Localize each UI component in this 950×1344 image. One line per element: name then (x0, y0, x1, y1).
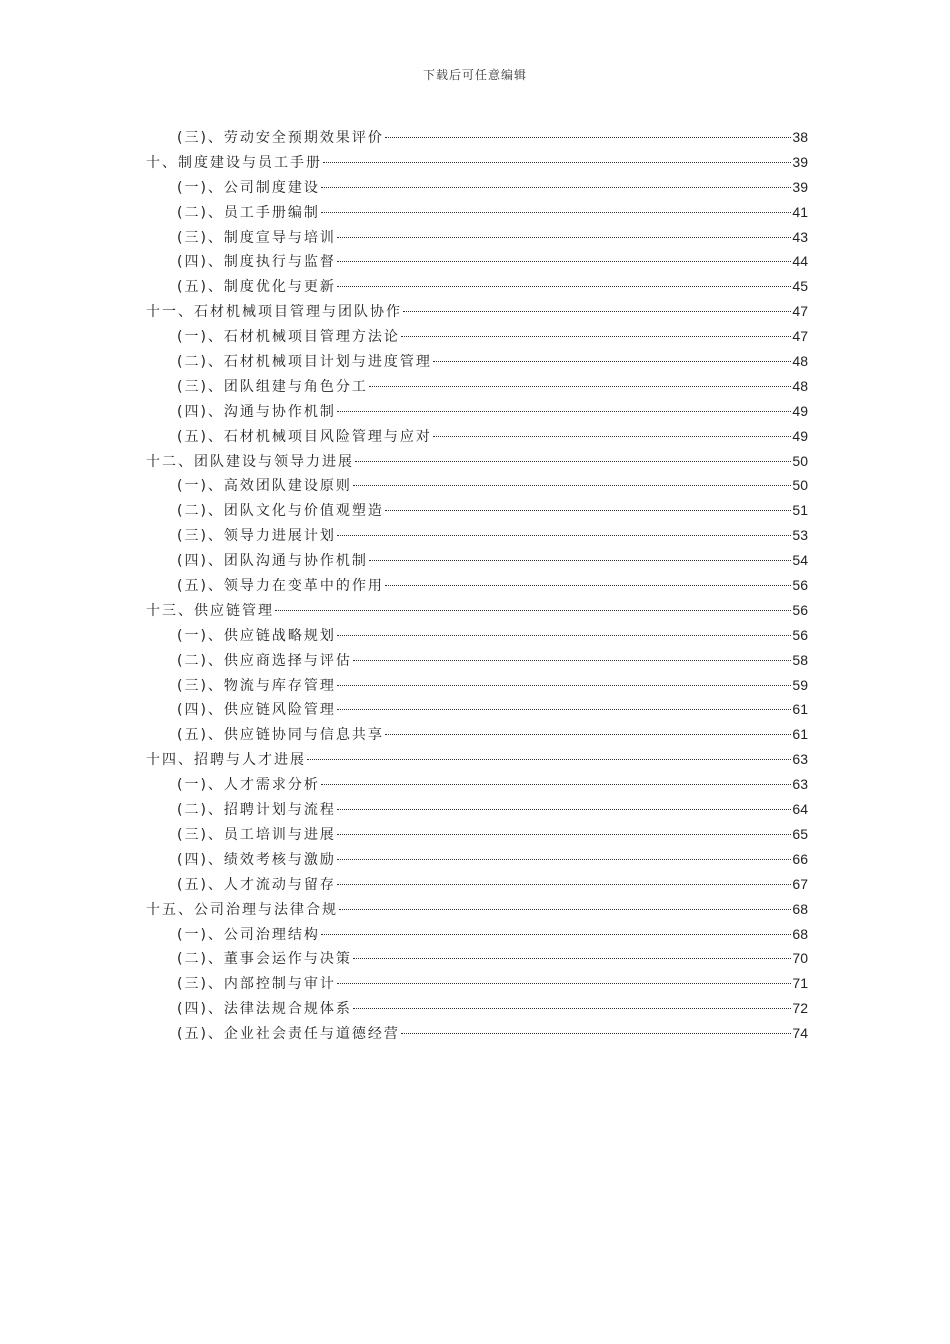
dot-leader (321, 187, 791, 188)
toc-entry-label: (五)、供应链协同与信息共享 (177, 727, 384, 744)
toc-section-entry[interactable] (146, 349, 808, 374)
dot-leader (323, 162, 791, 163)
toc-entry-label: (一)、公司制度建设 (177, 179, 320, 196)
toc-entry-label: (四)、绩效考核与激励 (177, 851, 336, 868)
toc-entry-label: 十五、公司治理与法律合规 (146, 901, 338, 918)
toc-entry-label: (五)、企业社会责任与道德经营 (177, 1026, 400, 1043)
toc-chapter-entry[interactable] (146, 449, 808, 474)
dot-leader (433, 361, 791, 362)
dot-leader (385, 510, 791, 511)
toc-section-entry[interactable] (146, 946, 808, 971)
toc-section-entry[interactable] (146, 523, 808, 548)
toc-page-number: 54 (792, 552, 808, 569)
toc-page-number: 67 (792, 875, 808, 892)
toc-entry-label: (二)、员工手册编制 (177, 204, 320, 221)
toc-section-entry[interactable] (146, 971, 808, 996)
dot-leader (275, 610, 791, 611)
toc-entry-label: (二)、团队文化与价值观塑造 (177, 503, 384, 520)
toc-entry-label: 十四、招聘与人才进展 (146, 752, 306, 769)
toc-section-entry[interactable] (146, 175, 808, 200)
toc-entry-label: (一)、石材机械项目管理方法论 (177, 329, 400, 346)
toc-page-number: 39 (792, 153, 808, 170)
toc-page-number: 56 (792, 601, 808, 618)
toc-page-number: 50 (792, 477, 808, 494)
dot-leader (321, 784, 791, 785)
toc-page-number: 74 (792, 1025, 808, 1042)
toc-entry-label: (三)、劳动安全预期效果评价 (177, 130, 384, 146)
toc-entry-label: (一)、公司治理结构 (177, 926, 320, 943)
toc-page-number: 70 (792, 950, 808, 967)
toc-page-number: 59 (792, 676, 808, 693)
dot-leader (369, 560, 791, 561)
toc-page-number: 49 (792, 427, 808, 444)
table-of-contents (146, 125, 808, 1046)
toc-entry-label: (四)、供应链风险管理 (177, 702, 336, 719)
toc-page-number: 53 (792, 527, 808, 544)
toc-entry-label: (二)、董事会运作与决策 (177, 951, 352, 968)
toc-chapter-entry[interactable] (146, 598, 808, 623)
toc-entry-label: (一)、供应链战略规划 (177, 627, 336, 644)
toc-section-entry[interactable] (146, 324, 808, 349)
dot-leader (369, 386, 791, 387)
toc-section-entry[interactable] (146, 424, 808, 449)
toc-entry-label: (四)、沟通与协作机制 (177, 403, 336, 420)
toc-page-number: 72 (792, 1000, 808, 1017)
toc-section-entry[interactable] (146, 847, 808, 872)
toc-entry-label: (二)、招聘计划与流程 (177, 802, 336, 819)
toc-section-entry[interactable] (146, 573, 808, 598)
toc-page-number: 68 (792, 900, 808, 917)
toc-section-entry[interactable] (146, 1021, 808, 1046)
dot-leader (337, 709, 791, 710)
toc-entry-label: (五)、领导力在变革中的作用 (177, 578, 384, 595)
page-header: 下载后可任意编辑 (422, 68, 527, 82)
dot-leader (321, 934, 791, 935)
toc-page-number: 68 (792, 925, 808, 942)
dot-leader (353, 1008, 791, 1009)
toc-section-entry[interactable] (146, 872, 808, 897)
toc-section-entry[interactable] (146, 548, 808, 573)
toc-section-entry[interactable] (146, 996, 808, 1021)
toc-page-number: 71 (792, 975, 808, 992)
toc-section-entry[interactable] (146, 623, 808, 648)
dot-leader (337, 411, 791, 412)
toc-entry-label: (五)、石材机械项目风险管理与应对 (177, 428, 432, 445)
toc-entry-label: 十、制度建设与员工手册 (146, 154, 322, 171)
toc-entry-label: (二)、供应商选择与评估 (177, 652, 352, 669)
toc-page-number: 48 (792, 377, 808, 394)
toc-entry-label: (四)、制度执行与监督 (177, 254, 336, 271)
toc-entry-label: (一)、人才需求分析 (177, 777, 320, 794)
toc-entry-label: (四)、团队沟通与协作机制 (177, 553, 368, 570)
dot-leader (337, 859, 791, 860)
dot-leader (337, 834, 791, 835)
toc-page-number: 64 (792, 801, 808, 818)
dot-leader (385, 734, 791, 735)
toc-page-number: 39 (792, 178, 808, 195)
toc-entry-label: (三)、制度宣导与培训 (177, 229, 336, 246)
toc-page-number: 43 (792, 228, 808, 245)
dot-leader (353, 958, 791, 959)
dot-leader (321, 212, 791, 213)
toc-section-entry[interactable] (146, 648, 808, 673)
toc-entry-label: (四)、法律法规合规体系 (177, 1001, 352, 1018)
toc-page-number: 61 (792, 701, 808, 718)
toc-page-number: 56 (792, 577, 808, 594)
dot-leader (337, 286, 791, 287)
toc-entry-label: (三)、物流与库存管理 (177, 677, 336, 694)
dot-leader (337, 535, 791, 536)
toc-section-entry[interactable] (146, 125, 808, 150)
toc-entry-label: (三)、内部控制与审计 (177, 976, 336, 993)
toc-page-number: 47 (792, 328, 808, 345)
toc-page-number: 47 (792, 303, 808, 320)
toc-entry-label: 十二、团队建设与领导力进展 (146, 453, 354, 470)
toc-page-number: 45 (792, 278, 808, 295)
toc-page-number: 63 (792, 776, 808, 793)
dot-leader (433, 436, 791, 437)
toc-section-entry[interactable] (146, 399, 808, 424)
toc-entry-label: 十一、石材机械项目管理与团队协作 (146, 304, 402, 321)
toc-entry-label: (二)、石材机械项目计划与进度管理 (177, 354, 432, 371)
toc-page-number: 44 (792, 253, 808, 270)
dot-leader (401, 1033, 791, 1034)
toc-chapter-entry[interactable] (146, 747, 808, 772)
dot-leader (337, 635, 791, 636)
toc-page-number: 66 (792, 850, 808, 867)
toc-page-number: 51 (792, 502, 808, 519)
toc-section-entry[interactable] (146, 498, 808, 523)
toc-page-number: 63 (792, 751, 808, 768)
toc-page-number: 48 (792, 353, 808, 370)
toc-entry-label: (三)、领导力进展计划 (177, 528, 336, 545)
toc-entry-label: (三)、员工培训与进展 (177, 826, 336, 843)
dot-leader (385, 585, 791, 586)
dot-leader (355, 461, 791, 462)
toc-section-entry[interactable] (146, 249, 808, 274)
toc-section-entry[interactable] (146, 797, 808, 822)
toc-page-number: 50 (792, 452, 808, 469)
toc-page-number: 61 (792, 726, 808, 743)
toc-section-entry[interactable] (146, 274, 808, 299)
toc-entry-label: (五)、人才流动与留存 (177, 876, 336, 893)
dot-leader (403, 311, 791, 312)
toc-entry-label: (五)、制度优化与更新 (177, 279, 336, 296)
dot-leader (337, 983, 791, 984)
toc-page-number: 56 (792, 626, 808, 643)
toc-entry-label: (一)、高效团队建设原则 (177, 478, 352, 495)
toc-section-entry[interactable] (146, 473, 808, 498)
toc-section-entry[interactable] (146, 772, 808, 797)
dot-leader (339, 909, 791, 910)
toc-page-number: 65 (792, 825, 808, 842)
toc-section-entry[interactable] (146, 922, 808, 947)
toc-section-entry[interactable] (146, 722, 808, 747)
toc-chapter-entry[interactable] (146, 150, 808, 175)
toc-section-entry[interactable] (146, 822, 808, 847)
dot-leader (385, 137, 791, 138)
toc-page-number: 58 (792, 651, 808, 668)
toc-section-entry[interactable] (146, 200, 808, 225)
dot-leader (337, 261, 791, 262)
dot-leader (337, 884, 791, 885)
toc-section-entry[interactable] (146, 374, 808, 399)
dot-leader (307, 759, 791, 760)
toc-section-entry[interactable] (146, 673, 808, 698)
toc-entry-label: (三)、团队组建与角色分工 (177, 378, 368, 395)
dot-leader (337, 809, 791, 810)
toc-entry-label: 十三、供应链管理 (146, 602, 274, 619)
toc-page-number: 38 (792, 129, 808, 145)
toc-section-entry[interactable] (146, 697, 808, 722)
toc-chapter-entry[interactable] (146, 299, 808, 324)
dot-leader (337, 685, 791, 686)
dot-leader (401, 336, 791, 337)
dot-leader (337, 237, 791, 238)
toc-page-number: 41 (792, 203, 808, 220)
dot-leader (353, 485, 791, 486)
toc-chapter-entry[interactable] (146, 897, 808, 922)
toc-page-number: 49 (792, 402, 808, 419)
toc-section-entry[interactable] (146, 225, 808, 250)
dot-leader (353, 660, 791, 661)
